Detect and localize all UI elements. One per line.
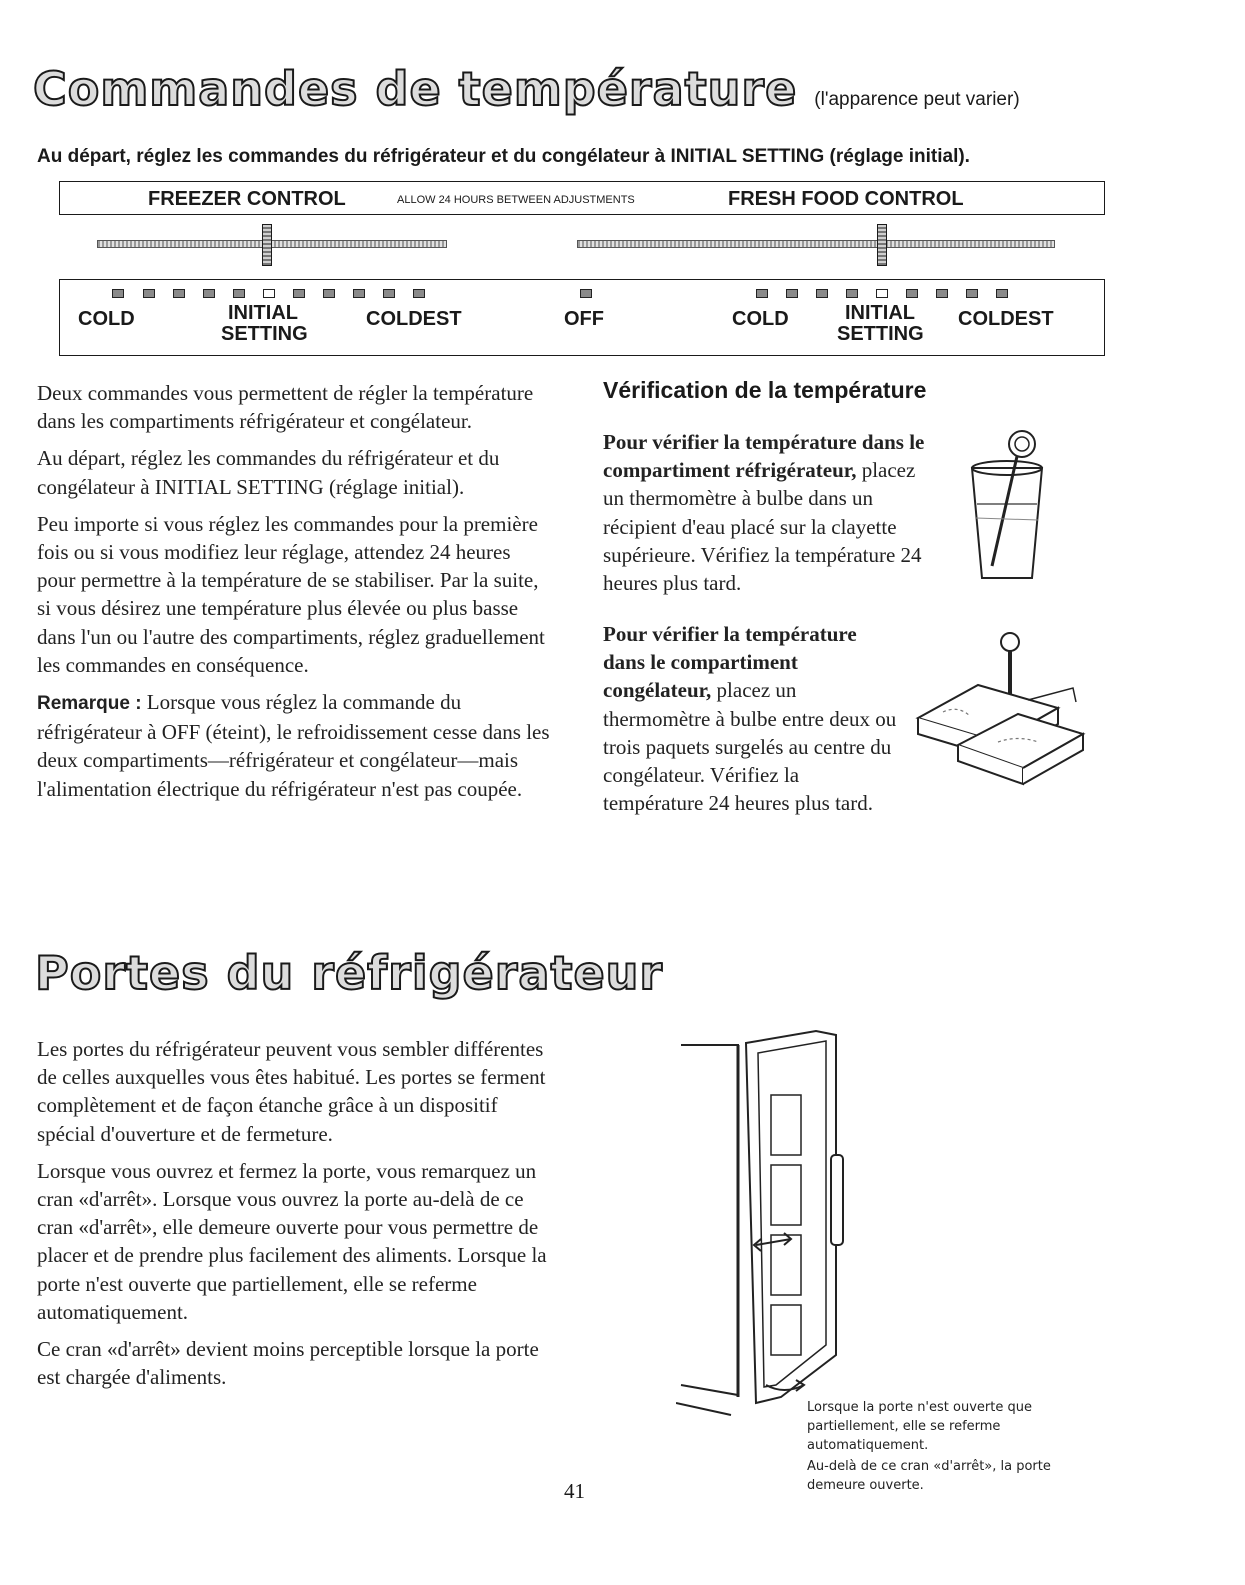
paragraph: Les portes du réfrigérateur peuvent vous sembler différentes de celles auxquelles vous êtes habitué. Les portes se ferment complètement et de façon étanche grâce à un dispositif spécial d'ouverture et de fermeture. <box>37 1037 546 1146</box>
door-caption <box>807 1398 1082 1497</box>
freezer-control-label: FREEZER CONTROL <box>148 188 346 210</box>
paragraph: Peu importe si vous réglez les commandes pour la première fois ou si vous modifiez leur réglage, attendez 24 heures pour permettre à la température de se stabiliser. Par la suite, si vous désirez une température plus élevée ou plus basse dans l'un ou l'autre des compartiments, réglez graduellement les commandes en conséquence. <box>37 511 545 677</box>
freezer-check-bold: Pour vérifier la température dans le compartiment congélateur, <box>603 622 857 703</box>
scale-tick <box>846 289 858 298</box>
fresh-food-slider-track <box>577 240 1055 248</box>
freezer-setting-label: SETTING <box>221 323 308 345</box>
fresh-initial-label: INITIAL <box>845 302 915 324</box>
paragraph: Au départ, réglez les commandes du réfrigérateur et du congélateur à INITIAL SETTING (réglage initial). <box>37 446 500 499</box>
scale-tick <box>293 289 305 298</box>
scale-tick <box>413 289 425 298</box>
freezer-slider-knob[interactable] <box>262 224 272 266</box>
refrigerator-door-illustration <box>676 1025 856 1425</box>
scale-tick <box>906 289 918 298</box>
scale-tick <box>112 289 124 298</box>
section-title-refrigerator-doors: Portes du réfrigérateur <box>35 946 664 1000</box>
fridge-check-bold: Pour vérifier la température dans le compartiment réfrigérateur, <box>603 430 925 483</box>
fridge-check-body: placez un thermomètre à bulbe dans un récipient d'eau placé sur la clayette supérieure. Vérifiez la température 24 heures plus tard. <box>603 458 922 596</box>
title-note: (l'apparence peut varier) <box>814 89 1020 110</box>
glass-thermometer-illustration <box>968 428 1050 588</box>
off-tick <box>580 289 592 298</box>
caption-line: Lorsque la porte n'est ouverte que partiellement, elle se referme automatiquement. <box>807 1400 1032 1453</box>
freezer-check-body: placez un thermomètre à bulbe entre deux ou trois paquets surgelés au centre du congélateur. Vérifiez la température 24 heures plus tard. <box>603 678 897 816</box>
fresh-food-control-label: FRESH FOOD CONTROL <box>728 188 964 210</box>
off-label: OFF <box>564 308 604 330</box>
frozen-packages-illustration <box>898 630 1088 795</box>
freezer-check-text <box>603 620 903 826</box>
scale-tick <box>143 289 155 298</box>
paragraph: Ce cran «d'arrêt» devient moins perceptible lorsque la porte est chargée d'aliments. <box>37 1337 539 1390</box>
scale-tick <box>996 289 1008 298</box>
paragraph: Deux commandes vous permettent de régler la température dans les compartiments réfrigérateur et congélateur. <box>37 381 534 434</box>
scale-tick <box>203 289 215 298</box>
scale-tick <box>966 289 978 298</box>
scale-tick <box>383 289 395 298</box>
freezer-slider-track <box>97 240 447 248</box>
doors-text <box>37 1035 557 1400</box>
initial-setting-marker <box>263 289 275 298</box>
scale-tick <box>323 289 335 298</box>
fresh-food-slider-knob[interactable] <box>877 224 887 266</box>
scale-tick <box>353 289 365 298</box>
note-label: Remarque : <box>37 693 142 715</box>
page-number: 41 <box>564 1479 585 1503</box>
freezer-cold-label: COLD <box>78 308 135 330</box>
freezer-coldest-label: COLDEST <box>366 308 462 330</box>
scale-tick <box>816 289 828 298</box>
scale-tick <box>936 289 948 298</box>
section-title-temperature-controls: Commandes de température (l'apparence peut varier) <box>33 62 1020 116</box>
note-paragraph <box>37 688 552 803</box>
paragraph: Lorsque vous ouvrez et fermez la porte, vous remarquez un cran «d'arrêt». Lorsque vous ouvrez la porte au-delà de ce cran «d'arrêt», elle demeure ouverte pour vous permettre de placer et de prendre plus facilement des aliments. Lorsque la porte n'est ouverte que partiellement, elle se referme automatiquement. <box>37 1158 547 1324</box>
intro-text: Au départ, réglez les commandes du réfrigérateur et du congélateur à INITIAL SETTING (réglage initial). <box>37 146 970 167</box>
fridge-check-text <box>603 428 941 606</box>
fresh-coldest-label: COLDEST <box>958 308 1054 330</box>
scale-tick <box>233 289 245 298</box>
left-column <box>37 379 552 812</box>
allow-hours-note: ALLOW 24 HOURS BETWEEN ADJUSTMENTS <box>397 194 635 206</box>
freezer-initial-label: INITIAL <box>228 302 298 324</box>
scale-tick <box>756 289 768 298</box>
caption-line: Au-delà de ce cran «d'arrêt», la porte demeure ouverte. <box>807 1459 1051 1493</box>
scale-tick <box>786 289 798 298</box>
verification-title: Vérification de la température <box>603 377 927 403</box>
fresh-cold-label: COLD <box>732 308 789 330</box>
note-text: Lorsque vous réglez la commande du réfrigérateur à OFF (éteint), le refroidissement cesse dans les deux compartiments—réfrigérateur et congélateur—mais l'alimentation électrique du réfrigérateur n'est pas coupée. <box>37 690 550 801</box>
control-header-box <box>59 181 1105 215</box>
initial-setting-marker <box>876 289 888 298</box>
control-scale-box <box>59 279 1105 356</box>
scale-tick <box>173 289 185 298</box>
fresh-setting-label: SETTING <box>837 323 924 345</box>
